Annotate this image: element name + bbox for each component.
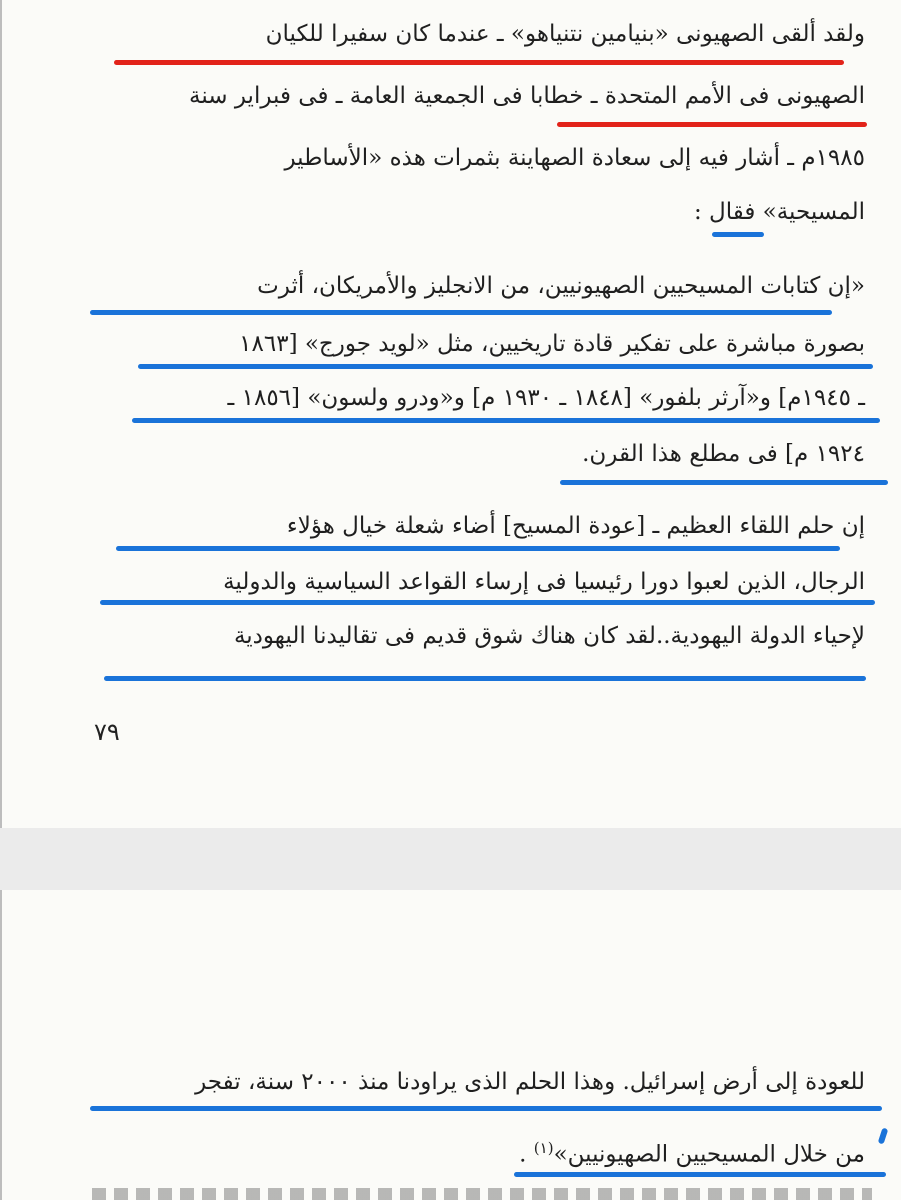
footnote-marker: (١) [533, 1139, 554, 1157]
book-page-bottom [0, 890, 901, 1200]
blue-underline [90, 1106, 882, 1111]
red-underline [114, 60, 844, 65]
text-line: للعودة إلى أرض إسرائيل. وهذا الحلم الذى يراودنا منذ ٢٠٠٠ سنة، تفجر [195, 1069, 865, 1095]
blue-underline [116, 546, 840, 551]
text-line-with-footnote [519, 1128, 865, 1168]
blue-underline [138, 364, 873, 369]
text-line: ـ ١٩٤٥م] و«آرثر بلفور» [١٨٤٨ ـ ١٩٣٠ م] و«ودرو ولسون» [١٨٥٦ ـ [227, 385, 865, 411]
text-line: ١٩٢٤ م] فى مطلع هذا القرن. [582, 441, 865, 467]
text-line: «إن كتابات المسيحيين الصهيونيين، من الانجليز والأمريكان، أثرت [257, 273, 865, 299]
blue-underline [104, 676, 866, 681]
text-line: المسيحية» فقال : [693, 199, 865, 225]
text-line: الرجال، الذين لعبوا دورا رئيسيا فى إرساء القواعد السياسية والدولية [223, 569, 865, 595]
trailing-punctuation: . [519, 1141, 534, 1168]
page-number: ٧٩ [94, 718, 120, 746]
text-line: إن حلم اللقاء العظيم ـ [عودة المسيح] أضاء شعلة خيال هؤلاء [286, 513, 865, 539]
blue-underline [132, 418, 880, 423]
page-gap [0, 828, 901, 890]
blue-underline [560, 480, 888, 485]
text-line: ولقد ألقى الصهيونى «بنيامين نتنياهو» ـ عندما كان سفيرا للكيان [265, 21, 865, 47]
blue-underline [90, 310, 832, 315]
text-line: الصهيونى فى الأمم المتحدة ـ خطابا فى الجمعية العامة ـ فى فبراير سنة [189, 83, 865, 109]
blue-underline [712, 232, 764, 237]
text-line: ١٩٨٥م ـ أشار فيه إلى سعادة الصهاينة بثمرات هذه «الأساطير [284, 145, 865, 171]
text-line: من خلال المسيحيين الصهيونيين» [553, 1141, 865, 1168]
cut-off-text-line [92, 1188, 872, 1200]
red-underline [557, 122, 867, 127]
text-line: بصورة مباشرة على تفكير قادة تاريخيين، مثل «لويد جورج» [١٨٦٣ [239, 331, 865, 357]
blue-underline [100, 600, 875, 605]
blue-underline [514, 1172, 886, 1177]
text-line: لإحياء الدولة اليهودية..لقد كان هناك شوق قديم فى تقاليدنا اليهودية [233, 623, 865, 649]
